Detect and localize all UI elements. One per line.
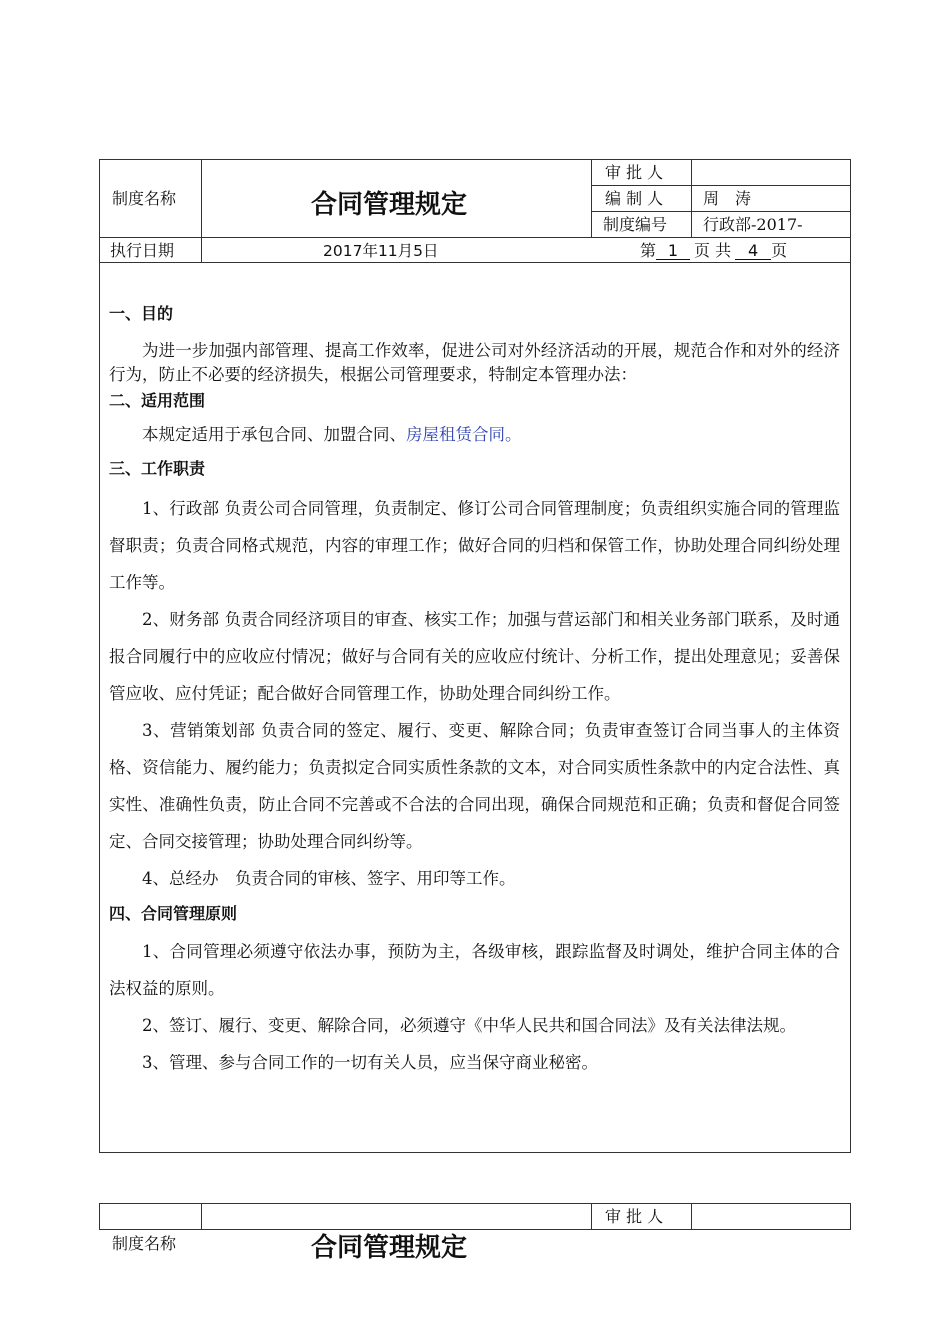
section-heading-duties: 三、工作职责 [109, 459, 206, 478]
page-current: 1 [656, 243, 690, 260]
next-header-top [99, 1203, 851, 1204]
content-body [109, 303, 840, 1081]
next-name-label: 制度名称 [112, 1234, 177, 1253]
page-total: 4 [735, 243, 771, 260]
header-col-divider [591, 159, 592, 238]
paragraph: 2、财务部 负责合同经济项目的审查、核实工作；加强与营运部门和相关业务部门联系，及时通报合同履行中的应收应付情况；做好与合同有关的应收应付统计、分析工作，提出处理意见；妥善保管应收、应付凭证；配合做好合同管理工作，协助处理合同纠纷工作。 [109, 610, 840, 703]
next-doc-title: 合同管理规定 [311, 1233, 468, 1263]
paragraph [109, 423, 840, 447]
next-header-col-divider [99, 1203, 100, 1230]
approver-label: 审 批 人 [605, 163, 664, 182]
header-col-divider [201, 159, 202, 263]
next-header-col-divider [591, 1203, 592, 1230]
next-approver-label: 审 批 人 [605, 1207, 664, 1226]
paragraph: 3、管理、参与合同工作的一切有关人员，应当保守商业秘密。 [142, 1053, 598, 1072]
page-prefix: 第 [640, 241, 657, 260]
page-suffix: 页 [771, 241, 788, 260]
next-header-row-divider [99, 1229, 851, 1230]
principles-block [109, 933, 840, 1081]
paragraph: 1、行政部 负责公司合同管理，负责制定、修订公司合同管理制度；负责组织实施合同的管理监督职责；负责合同格式规范，内容的审理工作；做好合同的归档和保管工作，协助处理合同纠纷处理工作等。 [109, 499, 840, 592]
paragraph: 3、营销策划部 负责合同的签定、履行、变更、解除合同；负责审查签订合同当事人的主体资格、资信能力、履约能力；负责拟定合同实质性条款的文本，对合同实质性条款中的内定合法性、真实性、准确性负责，防止合同不完善或不合法的合同出现，确保合同规范和正确；负责和督促合同签定、合同交接管理；协助处理合同纠纷等。 [109, 721, 840, 851]
duties-block [109, 490, 840, 897]
code-label: 制度编号 [603, 215, 668, 234]
next-header-col-divider [850, 1203, 851, 1230]
author-value: 周 涛 [703, 189, 752, 208]
paragraph: 1、合同管理必须遵守依法办事，预防为主，各级审核，跟踪监督及时调处，维护合同主体的合法权益的原则。 [109, 942, 840, 998]
date-label: 执行日期 [110, 241, 175, 260]
header-row-divider [99, 237, 851, 238]
header-col-divider [691, 159, 692, 238]
author-label: 编 制 人 [605, 189, 664, 208]
section-heading-purpose: 一、目的 [109, 304, 174, 323]
code-value: 行政部-2017- [703, 215, 803, 234]
paragraph: 2、签订、履行、变更、解除合同，必须遵守《中华人民共和国合同法》及有关法律法规。 [142, 1016, 796, 1035]
section-heading-principles: 四、合同管理原则 [109, 904, 238, 923]
next-header-col-divider [201, 1203, 202, 1230]
next-header-col-divider [691, 1203, 692, 1230]
paragraph: 为进一步加强内部管理、提高工作效率，促进公司对外经济活动的开展，规范合作和对外的经济行为，防止不必要的经济损失，根据公司管理要求，特制定本管理办法： [109, 341, 840, 384]
paragraph: 4、总经办 负责合同的审核、签字、用印等工作。 [142, 869, 516, 888]
name-label: 制度名称 [112, 189, 177, 208]
page-mid: 页 共 [694, 241, 732, 260]
date-value: 2017年11月5日 [323, 242, 439, 260]
section-heading-scope: 二、适用范围 [109, 391, 206, 410]
header-row-divider [591, 211, 850, 212]
scope-link[interactable]: 房屋租赁合同。 [406, 425, 522, 444]
doc-title: 合同管理规定 [311, 190, 468, 220]
header-row-divider [591, 185, 850, 186]
page-indicator [640, 241, 787, 261]
scope-text: 本规定适用于承包合同、加盟合同、 [142, 425, 406, 444]
